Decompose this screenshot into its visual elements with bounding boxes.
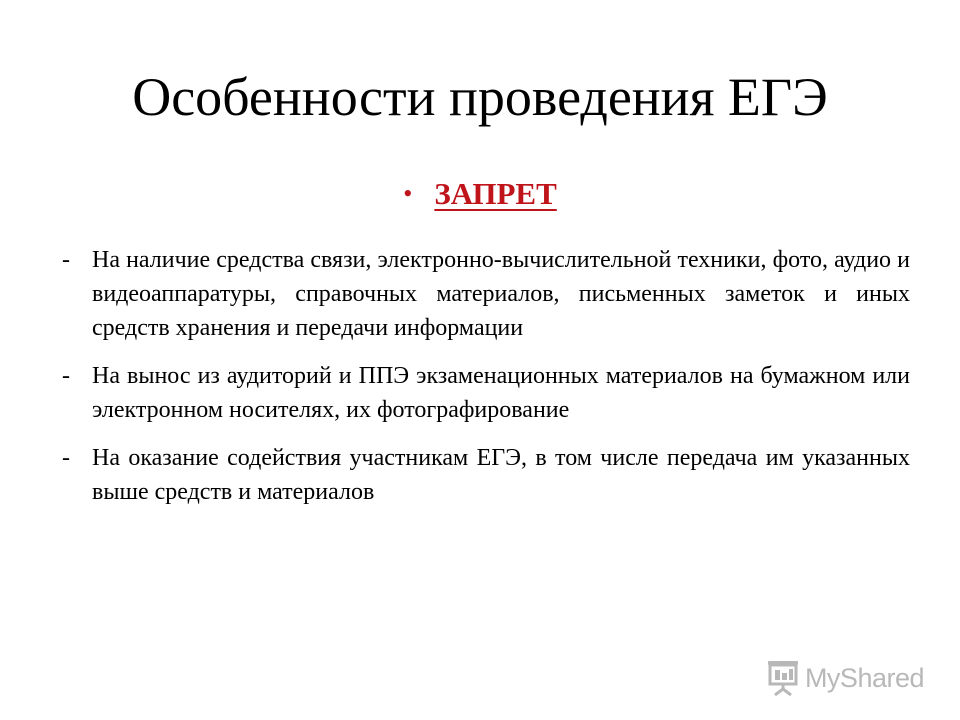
list-item <box>62 243 910 345</box>
list-item <box>62 441 910 509</box>
list-item-dash: - <box>62 363 70 389</box>
list-item-text: На наличие средства связи, электронно-вычислительной техники, фото, аудио и видеоаппаратуры, справочных материалов, письменных заметок и иных средств хранения и передачи информации <box>92 247 910 341</box>
bullet-heading <box>0 174 960 216</box>
prohibition-list <box>62 243 910 523</box>
bullet-heading-text: ЗАПРЕТ <box>434 176 557 211</box>
list-item-dash: - <box>62 445 70 471</box>
watermark-text: MyShared <box>804 662 924 693</box>
bullet-marker: • <box>403 179 413 208</box>
myshared-watermark <box>766 658 924 698</box>
list-item-text: На оказание содействия участникам ЕГЭ, в том числе передача им указанных выше средств и материалов <box>92 445 910 505</box>
slide-title: Особенности проведения ЕГЭ <box>132 67 828 127</box>
projector-screen-icon <box>766 660 800 696</box>
list-item <box>62 359 910 427</box>
list-item-dash: - <box>62 247 70 273</box>
list-item-text: На вынос из аудиторий и ППЭ экзаменационных материалов на бумажном или электронном носителях, их фотографирование <box>92 363 910 423</box>
